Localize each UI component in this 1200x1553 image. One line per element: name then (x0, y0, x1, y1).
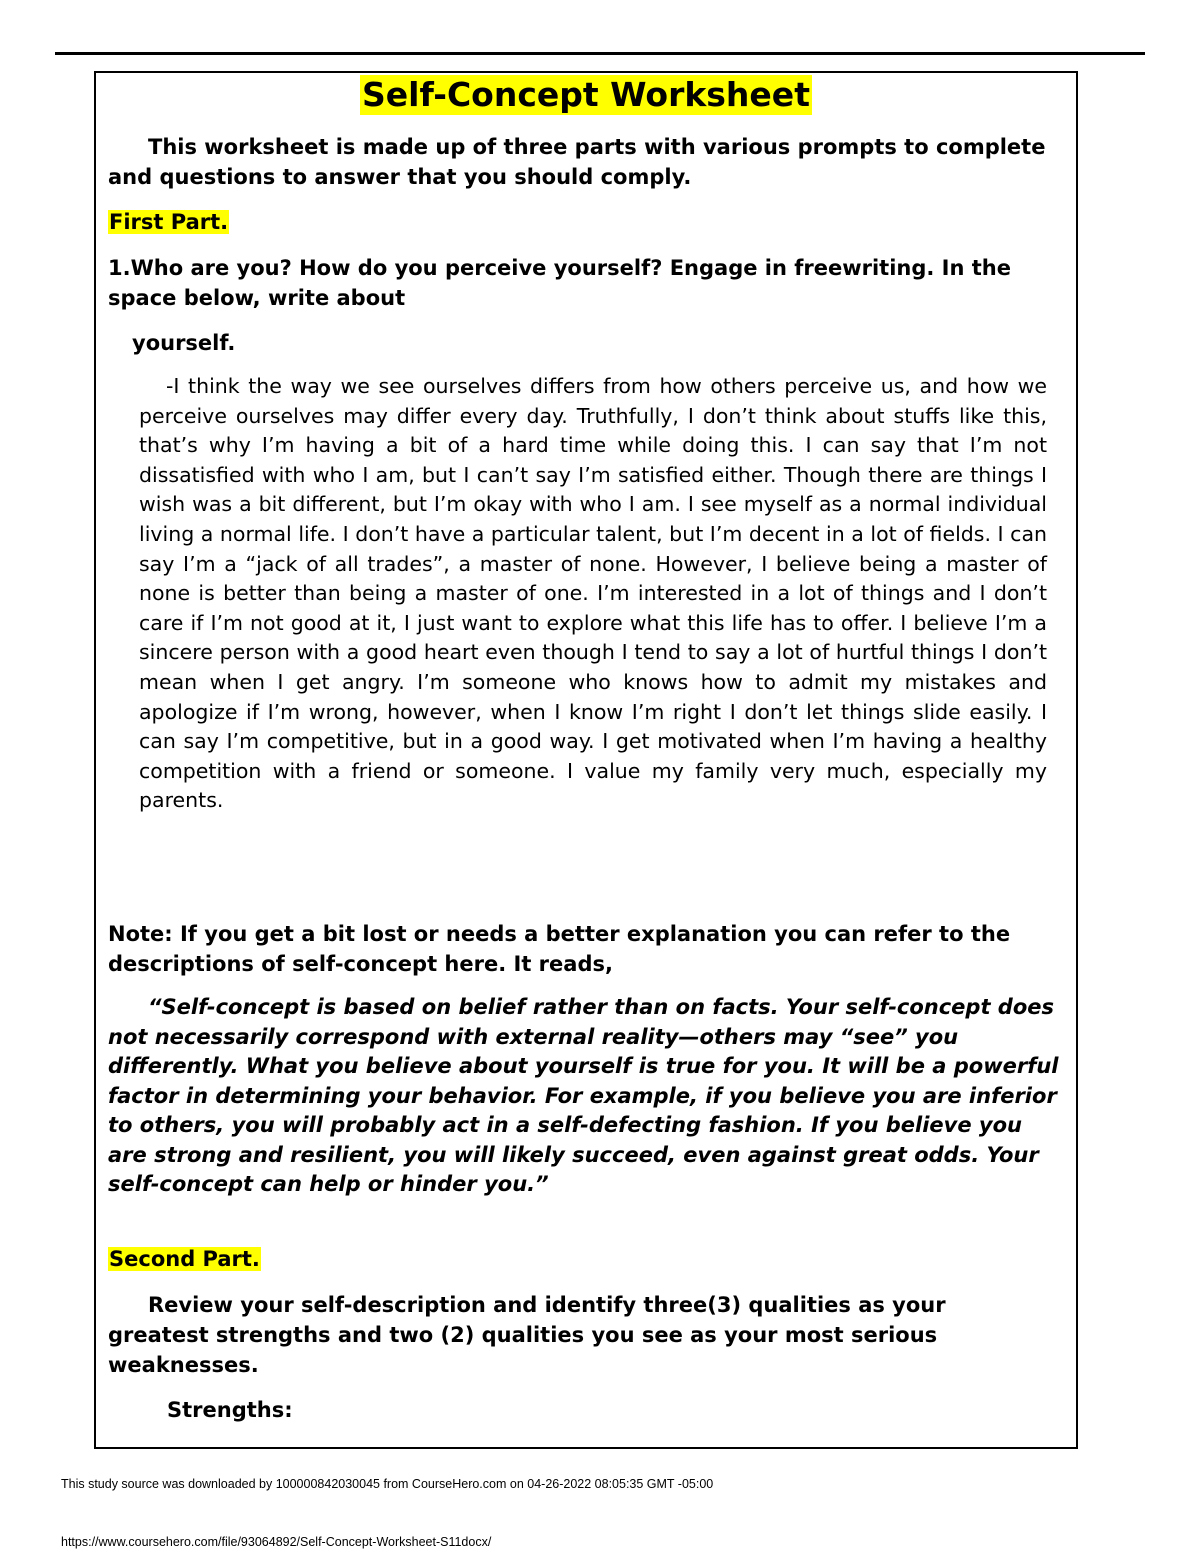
page-title: Self-Concept Worksheet (362, 75, 810, 114)
second-part-prompt: Review your self-description and identify three(3) qualities as your greatest strengths and two (2) qualities you see as your most serious weaknesses. (108, 1293, 946, 1377)
worksheet-frame (94, 71, 1078, 1449)
question-1-continued: yourself. (132, 331, 236, 355)
second-part-heading-text: Second Part. (109, 1247, 260, 1271)
strengths-label: Strengths: (167, 1398, 293, 1422)
top-divider (55, 52, 1145, 55)
note-paragraph: Note: If you get a bit lost or needs a better explanation you can refer to the descriptions of self-concept here. It reads, (108, 922, 1011, 976)
intro-paragraph: This worksheet is made up of three parts with various prompts to complete and questions to answer that you should comply. (108, 135, 1046, 189)
freewriting-answer: -I think the way we see ourselves differs from how others perceive us, and how we perceive ourselves may differ every day. Truthfully, I don’t think about stuffs like this, that’s why I’m having a bit of a hard time while doing this. I can say that I’m not dissatisfied with who I am, but I can’t say I’m satisfied either. Though there are things I wish was a bit different, but I’m okay with who I am. I see myself as a normal individual living a normal life. I don’t have a particular talent, but I’m decent in a lot of fields. I can say I’m a “jack of all trades”, a master of none. However, I believe being a master of none is better than being a master of one. I’m interested in a lot of things and I don’t care if I’m not good at it, I just want to explore what this life has to offer. I believe I’m a sincere person with a good heart even though I tend to say a lot of hurtful things I don’t mean when I get angry. I’m someone who knows how to admit my mistakes and apologize if I’m wrong, however, when I know I’m right I don’t let things slide easily. I can say I’m competitive, but in a good way. I get motivated when I’m having a healthy competition with a friend or someone. I value my family very much, especially my parents. (139, 374, 1047, 813)
question-1: 1.Who are you? How do you perceive yourself? Engage in freewriting. In the space below, write about (108, 256, 1011, 310)
source-url: https://www.coursehero.com/file/93064892/Self-Concept-Worksheet-S11docx/ (61, 1535, 492, 1549)
self-concept-quote: “Self-concept is based on belief rather than on facts. Your self-concept does not necessarily correspond with external reality—others may “see” you differently. What you believe about yourself is true for you. It will be a powerful factor in determining your behavior. For example, if you believe you are inferior to others, you will probably act in a self-defecting fashion. If you believe you are strong and resilient, you will likely succeed, even against great odds. Your self-concept can help or hinder you.” (108, 995, 1059, 1196)
first-part-heading (108, 208, 229, 236)
first-part-heading-text: First Part. (109, 210, 229, 234)
download-source-note: This study source was downloaded by 100000842030045 from CourseHero.com on 04-26-2022 08:05:35 GMT -05:00 (61, 1477, 714, 1491)
second-part-heading (108, 1245, 261, 1273)
title-wrapper (96, 75, 1076, 115)
